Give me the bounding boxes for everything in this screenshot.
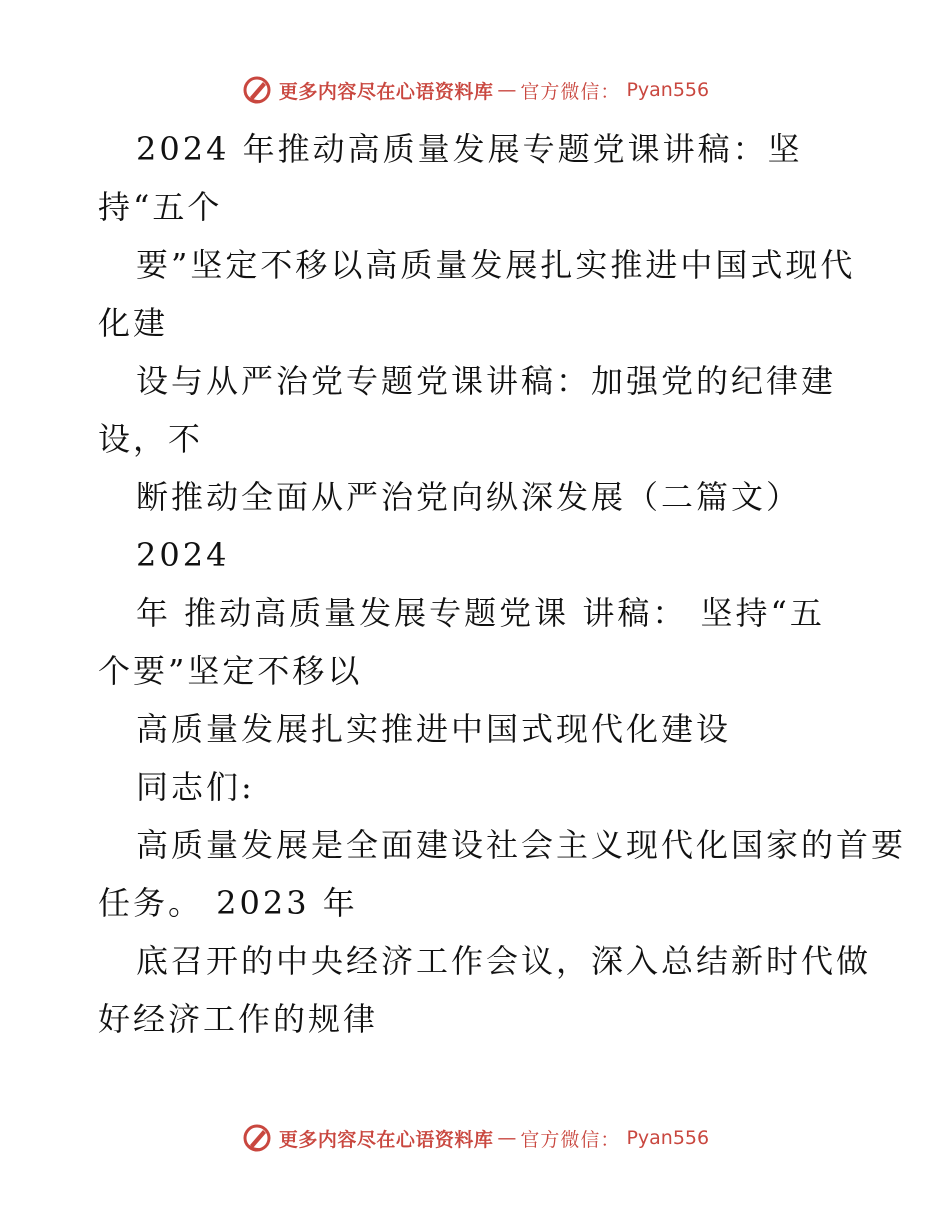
watermark-wechat-label: 官方微信： [520, 80, 621, 103]
watermark-wechat-id: Pyan556 [626, 79, 710, 101]
doc-line-9: 年 推动高质量发展专题党课 讲稿： 坚持“五 [136, 594, 825, 632]
watermark-wechat-label: 官方微信： [520, 1128, 621, 1151]
doc-line-10: 个要”坚定不移以 [98, 652, 363, 690]
watermark-dash: — [497, 79, 517, 101]
doc-line-2: 持“五个 [98, 188, 223, 226]
doc-line-15: 底召开的中央经济工作会议，深入总结新时代做 [136, 942, 872, 980]
watermark-brand-text: 更多内容尽在心语资料库 [278, 1128, 494, 1151]
doc-line-3: 要”坚定不移以高质量发展扎实推进中国式现代 [136, 246, 856, 284]
doc-line-11: 高质量发展扎实推进中国式现代化建设 [136, 710, 732, 748]
watermark-brand-text: 更多内容尽在心语资料库 [278, 80, 494, 103]
watermark-wechat-id: Pyan556 [626, 1127, 710, 1149]
doc-line-12: 同志们: [136, 768, 255, 806]
watermark-dash: — [497, 1127, 517, 1149]
doc-line-4: 化建 [98, 304, 169, 342]
footer-watermark [0, 1118, 950, 1158]
document-body [98, 120, 907, 1048]
pen-circle-logo-icon [241, 1122, 273, 1154]
pen-circle-logo-icon [241, 74, 273, 106]
doc-line-1: 2024 年推动高质量发展专题党课讲稿：坚 [136, 130, 803, 168]
doc-line-7: 断推动全面从严治党向纵深发展（二篇文） [136, 478, 802, 516]
doc-line-6: 设，不 [98, 420, 204, 458]
doc-line-16: 好经济工作的规律 [98, 1000, 379, 1038]
header-watermark [0, 70, 950, 110]
doc-line-14: 任务。 2023 年 [98, 884, 358, 922]
doc-line-13: 高质量发展是全面建设社会主义现代化国家的首要 [136, 826, 907, 864]
doc-line-8: 2024 [136, 536, 230, 574]
doc-line-5: 设与从严治党专题党课讲稿：加强党的纪律建 [136, 362, 837, 400]
